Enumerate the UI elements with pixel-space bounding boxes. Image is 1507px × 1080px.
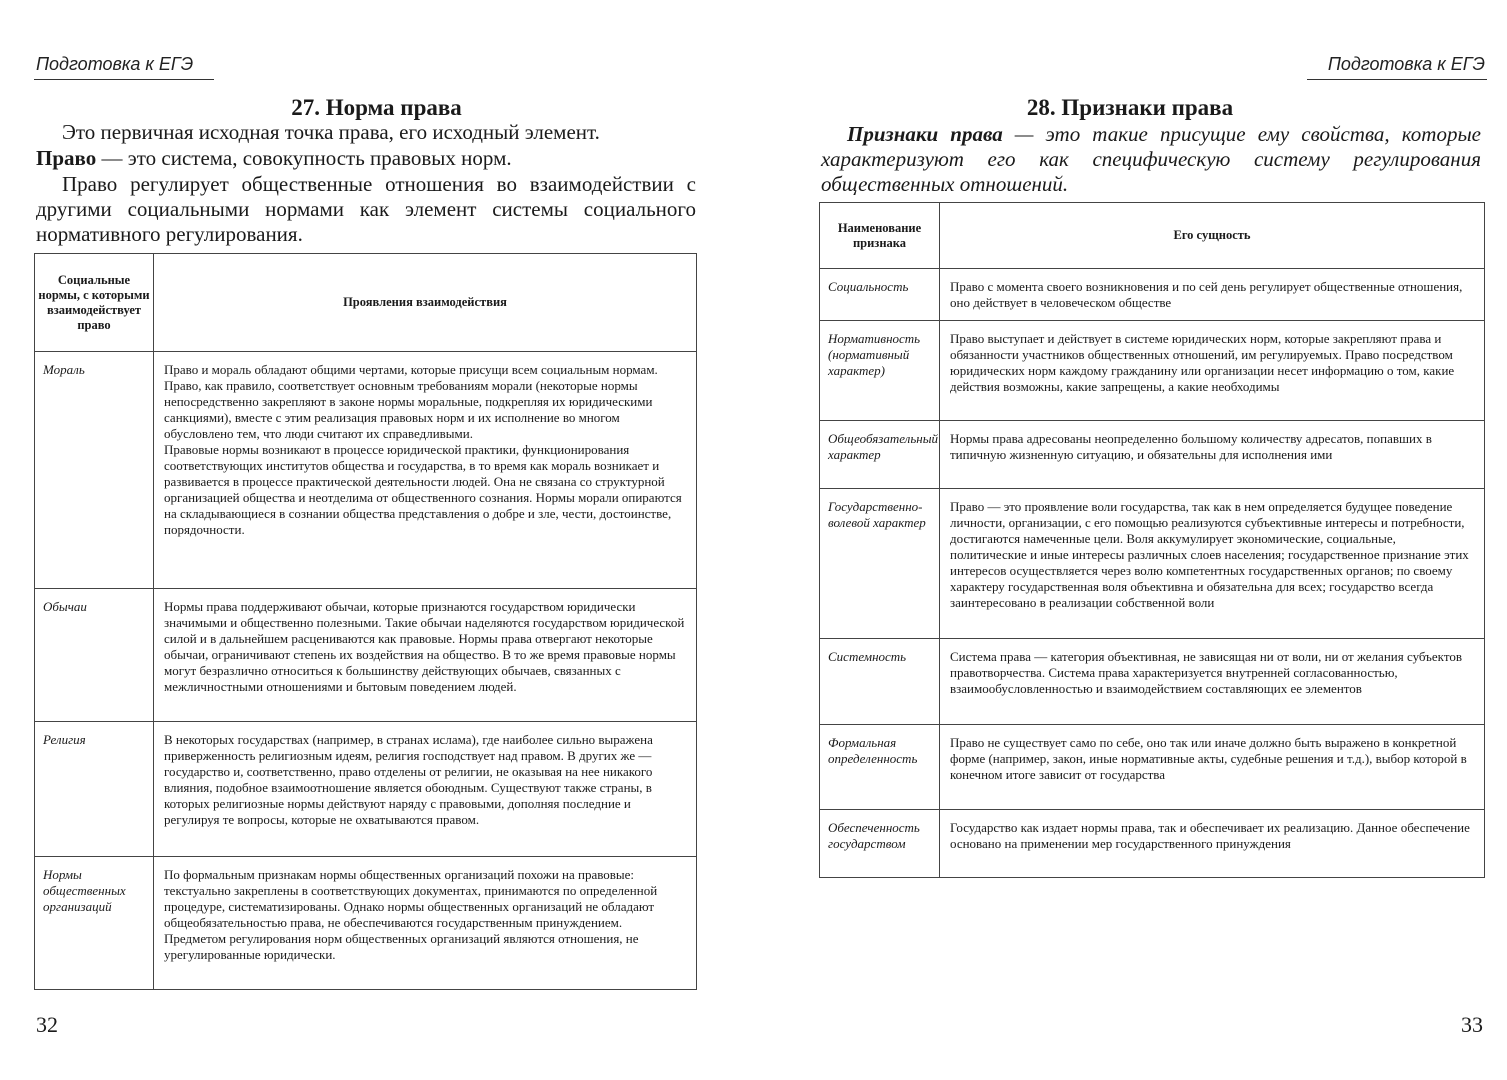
page-number-right: 33: [1461, 1012, 1483, 1037]
col-header-manifestations: Проявления взаимодействия: [154, 254, 697, 352]
table-row: [35, 722, 697, 857]
table-header-row: [820, 203, 1485, 269]
row-text-public-orgs: По формальным признакам нормы общественных организаций похожи на правовые: текстуально закреплены в соответствующих документах, принимаются по определенной процедуре, систематизированы. Однако нормы общественных организаций не обладают общеобязательностью права, не обеспечиваются государственным принуждением. Предметом регулирования норм общественных организаций являются отношения, не урегулированные юридически.: [154, 857, 697, 990]
row-name-formal-certainty: Формальная определенность: [820, 725, 940, 810]
table-row: [820, 725, 1485, 810]
row-text-normativity: Право выступает и действует в системе юридических норм, которые закрепляют права и обязанности участников общественных отношений, им регулируемых. Право посредством юридических норм каждому гражданину или организации несет информацию о том, какие действия возможны, какие запрещены, а какие необходимы: [940, 321, 1485, 421]
table-row: [35, 857, 697, 990]
row-text-formal-certainty: Право не существует само по себе, оно так или иначе должно быть выражено в конкретной форме (например, закон, иные нормативные акты, судебные решения и т.д.), выбор которой в конечном итоге зависит от государства: [940, 725, 1485, 810]
term-priznaki-prava: Признаки права: [847, 122, 1003, 146]
row-name-normativity: Нормативность (нормативный характер): [820, 321, 940, 421]
left-page: [0, 0, 753, 1080]
row-name-public-orgs: Нормы общественных организаций: [35, 857, 154, 990]
table-header-row: [35, 254, 697, 352]
col-header-essence: Его сущность: [940, 203, 1485, 269]
header-rule-right: [1307, 79, 1487, 80]
intro-line2-rest: — это система, совокупность правовых норм.: [96, 146, 512, 170]
table-row: [820, 489, 1485, 639]
section-title-28: 28. Признаки права: [1026, 95, 1234, 120]
row-name-state-enforcement: Обеспеченность государством: [820, 810, 940, 878]
intro-line1: Это первичная исходная точка права, его исходный элемент.: [62, 120, 600, 144]
row-name-customs: Обычаи: [35, 589, 154, 722]
term-pravo: Право: [36, 146, 97, 170]
intro-definition-rest: — это такие присущие ему свойства, которые характеризуют его как специфическую систему регулирования общественных отношений.: [821, 122, 1481, 196]
intro-definition: [821, 122, 1481, 197]
row-name-sociality: Социальность: [820, 269, 940, 321]
row-text-morality: Право и мораль обладают общими чертами, которые присущи всем социальным нормам. Право, как правило, соответствует основным требованиям морали (некоторые нормы непосредственно закрепляют в законе нормы моральные, подкрепляя их юридическими санкциями), вместе с этим реализация правовых норм и их исполнение во многом обусловлено тем, что люди считают их справедливыми. Правовые нормы возникают в процессе юридической практики, функционирования соответствующих институтов общества и государства, в то время как мораль возникает и развивается в процессе практической деятельности людей. Она не связана со структурной организацией общества и неотделима от общественного сознания. Нормы морали опираются на складывающиеся в сознании общества представления о добре и зле, чести, достоинстве, порядочности.: [154, 352, 697, 589]
intro-line2: [36, 146, 696, 171]
right-page: [753, 0, 1507, 1080]
col-header-feature-name: Наименование признака: [820, 203, 940, 269]
row-text-systemic: Система права — категория объективная, не зависящая ни от воли, ни от желания субъектов правотворчества. Система права характеризуется внутренней согласованностью, взаимообусловленностью и взаимодействием составляющих ее элементов: [940, 639, 1485, 725]
features-table: [819, 202, 1485, 878]
table-row: [35, 352, 697, 589]
row-text-state-will: Право — это проявление воли государства, так как в нем определяется будущее поведение личности, организации, с его помощью реализуются субъективные интересы и потребности, достигаются намеченные цели. Воля аккумулирует экономические, социальные, политические и иные интересы различных слоев населения; государственное признание этих интересов осуществляется через волю компетентных государственных органов; по своему характеру государственная воля объективна и обязательна для всех; государство всегда заинтересовано в реализации собственной воли: [940, 489, 1485, 639]
running-head-right: Подготовка к ЕГЭ: [1327, 54, 1485, 74]
row-name-religion: Религия: [35, 722, 154, 857]
table-row: [820, 810, 1485, 878]
table-row: [35, 589, 697, 722]
table-row: [820, 321, 1485, 421]
table-row: [820, 639, 1485, 725]
row-name-morality: Мораль: [35, 352, 154, 589]
table-row: [820, 269, 1485, 321]
section-title-27: 27. Норма права: [291, 95, 462, 120]
row-text-customs: Нормы права поддерживают обычаи, которые признаются государством юридически значимыми и общественно полезными. Такие обычаи наделяются государством юридической силой и в дальнейшем расцениваются как правовые. Нормы права отвергают некоторые обычаи, ограничивают степень их воздействия на общество. В то же время правовые нормы могут безразлично относиться к большинству действующих обычаев, связанных с межличностными отношениями и бытовым поведением людей.: [154, 589, 697, 722]
row-name-universally-binding: Общеобязательный характер: [820, 421, 940, 489]
running-head-left: Подготовка к ЕГЭ: [36, 54, 194, 74]
row-name-state-will: Государственно-волевой характер: [820, 489, 940, 639]
col-header-norms: Социальные нормы, с которыми взаимодействует право: [35, 254, 154, 352]
row-text-religion: В некоторых государствах (например, в странах ислама), где наиболее сильно выражена приверженность религиозным идеям, религия господствует над правом. В других же — государство и, соответственно, право отделены от религии, не оказывая на нее никакого влияния, подобное взаимоотношение является обоюдным. Существуют также страны, в которых религиозные нормы действуют наряду с правовыми, дополняя последние и регулируя те вопросы, которые не охватываются правом.: [154, 722, 697, 857]
row-text-sociality: Право с момента своего возникновения и по сей день регулирует общественные отношения, оно действует в человеческом обществе: [940, 269, 1485, 321]
interaction-table: [34, 253, 697, 990]
row-name-systemic: Системность: [820, 639, 940, 725]
table-row: [820, 421, 1485, 489]
page-number-left: 32: [36, 1012, 58, 1037]
intro-paragraph2: Право регулирует общественные отношения во взаимодействии с другими социальными нормами как элемент системы социального нормативного регулирования.: [36, 172, 696, 246]
row-text-state-enforcement: Государство как издает нормы права, так и обеспечивает их реализацию. Данное обеспечение основано на применении мер государственного принуждения: [940, 810, 1485, 878]
row-text-universally-binding: Нормы права адресованы неопределенно большому количеству адресатов, попавших в типичную жизненную ситуацию, и обязательны для исполнения ими: [940, 421, 1485, 489]
header-rule-left: [34, 79, 214, 80]
